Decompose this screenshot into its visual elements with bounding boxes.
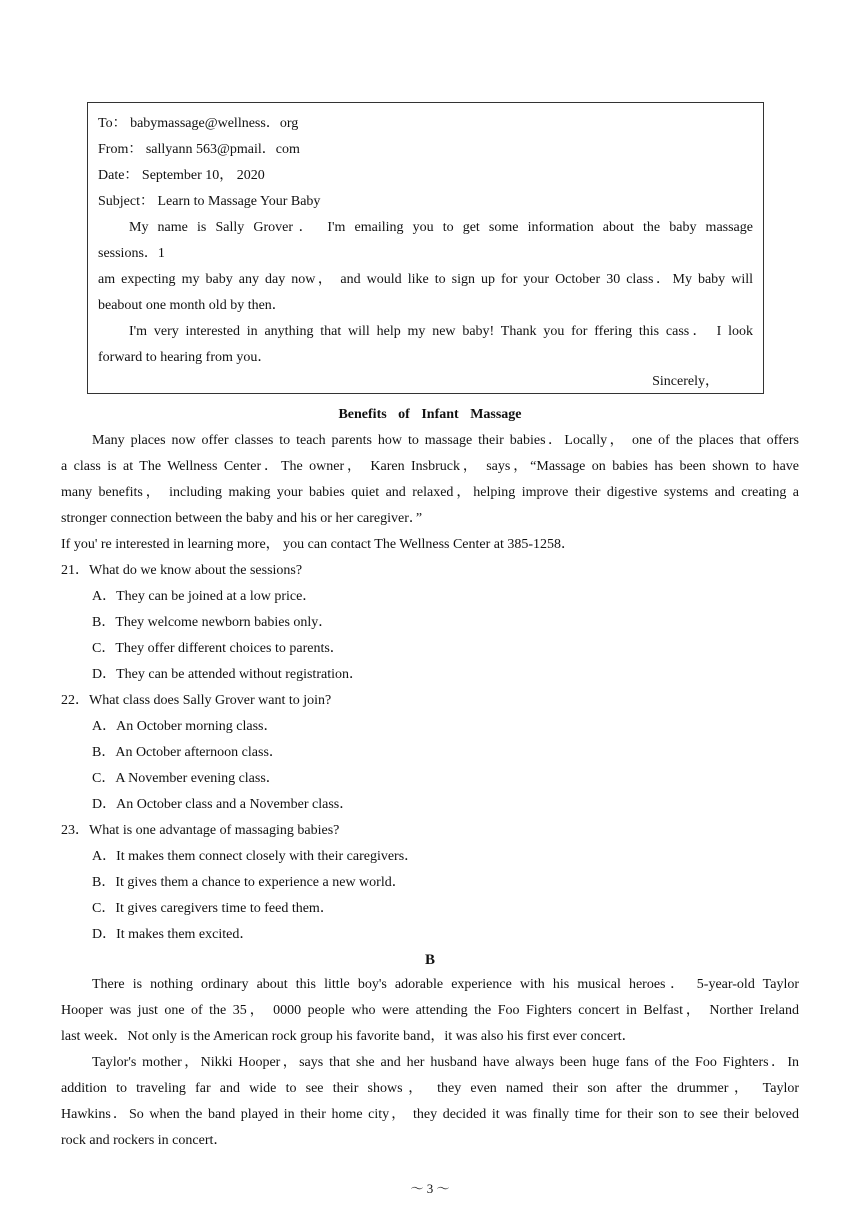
question-stem: 22．What class does Sally Grover want to join? (61, 693, 332, 708)
article-line: If you' re interested in learning more， you can contact The Wellness Center at 385-1258． (61, 537, 576, 552)
passage-line: Hawkins．So when the band played in their home city， they decided it was finally time for their son to see their beloved (61, 1107, 799, 1122)
question-option: B．They welcome newborn babies only． (92, 615, 333, 630)
email-body-line: My name is Sally Grover． I'm emailing you to get some information about the baby massage (129, 220, 753, 235)
email-subject: Subject： Learn to Massage Your Baby (98, 194, 321, 209)
article-line: many benefits， including making your babies quiet and relaxed，helping improve their digestive systems and creating a (61, 485, 799, 500)
question-option: C．It gives caregivers time to feed them． (92, 901, 334, 916)
question-option: B．It gives them a chance to experience a new world． (92, 875, 406, 890)
email-date: Date： September 10， 2020 (98, 168, 265, 183)
passage-line: Taylor's mother，Nikki Hooper，says that she and her husband have always been huge fans of the Foo Fighters．In (92, 1055, 799, 1070)
passage-line: rock and rockers in concert． (61, 1133, 228, 1148)
passage-line: Hooper was just one of the 35， 0000 people who were attending the Foo Fighters concert in Belfast， Norther Ireland (61, 1003, 799, 1018)
email-body-line: am expecting my baby any day now， and would like to sign up for your October 30 class．My baby will (98, 272, 753, 287)
article-line: stronger connection between the baby and his or her caregiver．” (61, 511, 423, 526)
passage-line: There is nothing ordinary about this little boy's adorable experience with his musical heroes． 5-year-old Taylor (92, 977, 799, 992)
article-line: a class is at The Wellness Center．The owner， Karen Insbruck， says，“Massage on babies has been shown to have (61, 459, 799, 474)
question-option: C．They offer different choices to parents． (92, 641, 344, 656)
email-body-line: beabout one month old by then． (98, 298, 286, 313)
question-option: B．An October afternoon class． (92, 745, 283, 760)
article-title: Benefits of Infant Massage (338, 407, 522, 422)
question-option: D．It makes them excited． (92, 927, 254, 942)
question-option: A．An October morning class． (92, 719, 278, 734)
question-stem: 23．What is one advantage of massaging babies? (61, 823, 340, 838)
email-to: To： babymassage@wellness．org (98, 116, 299, 131)
question-option: C．A November evening class． (92, 771, 280, 786)
email-from: From： sallyann 563@pmail．com (98, 142, 300, 157)
article-line: Many places now offer classes to teach parents how to massage their babies．Locally， one of the places that offers (92, 433, 799, 448)
page-number: ～ 3 ～ (410, 1181, 450, 1196)
question-option: A．They can be joined at a low price． (92, 589, 317, 604)
question-stem: 21．What do we know about the sessions? (61, 563, 303, 578)
email-body-line: I'm very interested in anything that will help my new baby! Thank you for ffering this cass． I look (129, 324, 753, 339)
question-option: D．An October class and a November class． (92, 797, 354, 812)
section-label: B (424, 952, 435, 968)
email-closing: Sincerely， (652, 374, 719, 389)
email-box (87, 102, 764, 394)
passage-line: addition to traveling far and wide to see their shows， they even named their son after the drummer， Taylor (61, 1081, 799, 1096)
email-body-line: forward to hearing from you． (98, 350, 272, 365)
email-body-line: sessions．1 (98, 246, 165, 261)
question-option: A．It makes them connect closely with their caregivers． (92, 849, 419, 864)
passage-line: last week．Not only is the American rock group his favorite band，it was also his first ever concert． (61, 1029, 636, 1044)
question-option: D．They can be attended without registration． (92, 667, 363, 682)
